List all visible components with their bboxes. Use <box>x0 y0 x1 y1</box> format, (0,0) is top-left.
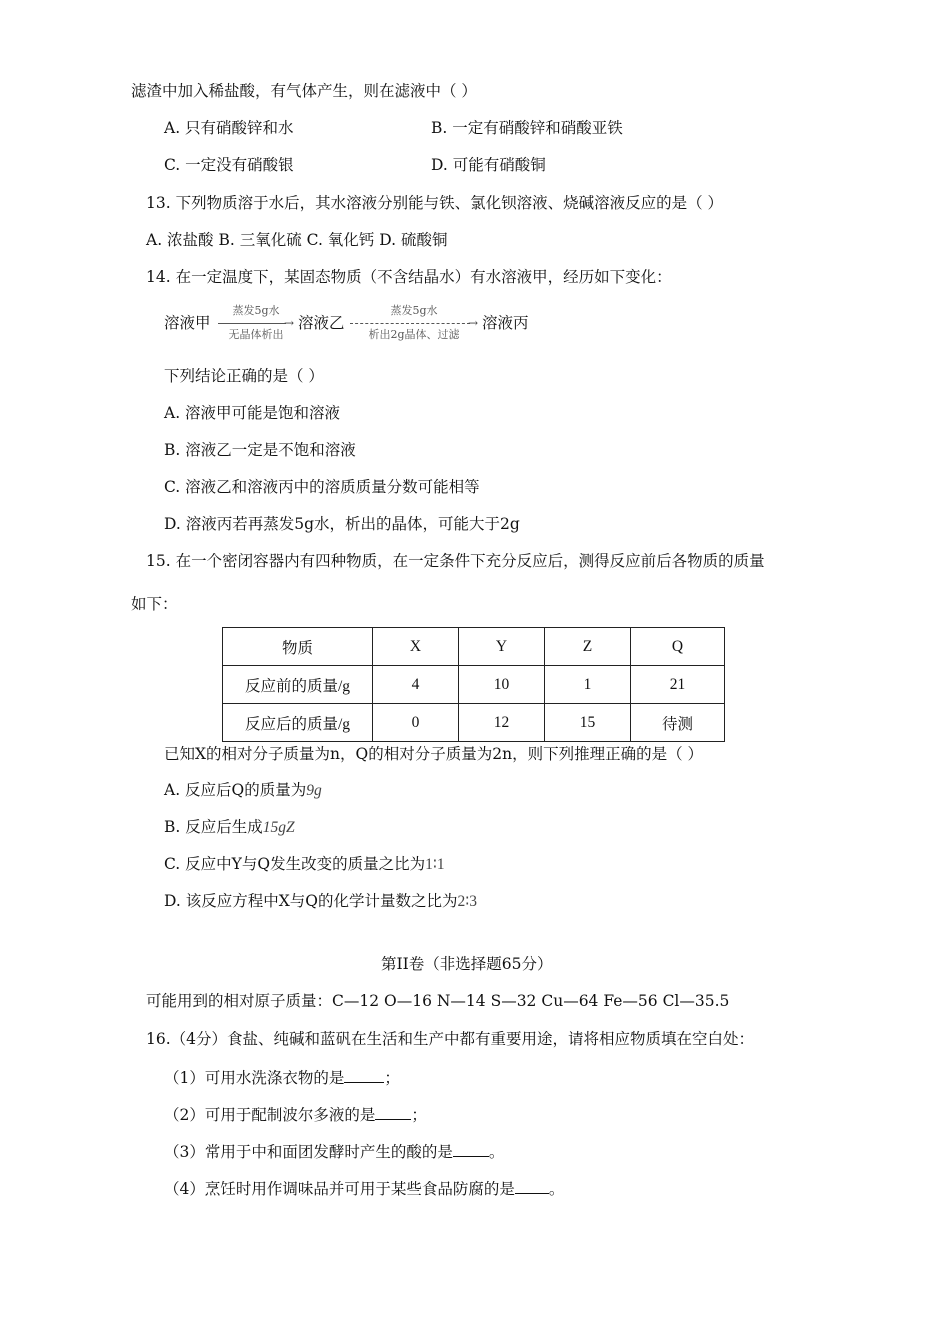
table-cell: 15 <box>545 704 631 742</box>
table-header-row <box>223 628 725 666</box>
table-header-cell: 物质 <box>223 628 373 666</box>
table-cell: 4 <box>373 666 459 704</box>
q16-item-text: （1）可用水洗涤衣物的是 <box>164 1069 345 1087</box>
q13-options: A. 浓盐酸 B. 三氧化硫 C. 氧化钙 D. 硫酸铜 <box>146 231 448 249</box>
table-cell: 21 <box>631 666 725 704</box>
table-header-cell: Q <box>631 628 725 666</box>
q14-option-b: B. 溶液乙一定是不饱和溶液 <box>164 441 356 459</box>
q15-option-a-text: A. 反应后Q的质量为 <box>164 781 307 799</box>
q16-item-text: （4）烹饪时用作调味品并可用于某些食品防腐的是 <box>164 1180 515 1198</box>
q12-option-b: B. 一定有硝酸锌和硝酸亚铁 <box>431 119 623 137</box>
q15-option-b-eq: 15gZ <box>262 819 295 836</box>
q16-item-text: （3）常用于中和面团发酵时产生的酸的是 <box>164 1143 453 1161</box>
table-header-cell: X <box>373 628 459 666</box>
table-cell: 12 <box>459 704 545 742</box>
q16-item-end: 。 <box>488 1143 505 1161</box>
q16-item-end: ； <box>411 1106 427 1124</box>
q12-option-c: C. 一定没有硝酸银 <box>164 156 294 174</box>
arrow-head-icon: → <box>467 316 478 330</box>
q15-option-a <box>164 780 322 801</box>
q16-item-end: 。 <box>548 1180 565 1198</box>
table-cell: 10 <box>459 666 545 704</box>
answer-blank[interactable] <box>515 1177 549 1194</box>
flow-solution-c: 溶液丙 <box>482 314 529 332</box>
flow-arrow-2-top-label: 蒸发5g水 <box>390 304 438 317</box>
q15-option-a-eq: 9g <box>306 782 322 799</box>
flow-arrow-1-top-label: 蒸发5g水 <box>232 304 280 317</box>
flow-arrow-2-bottom-label: 析出2g晶体、过滤 <box>368 328 460 341</box>
flow-arrow-1-line <box>218 323 286 324</box>
atomic-masses: 可能用到的相对原子质量：C—12 O—16 N—14 S—32 Cu—64 Fe—56 Cl—35.5 <box>146 992 730 1010</box>
flow-solution-b: 溶液乙 <box>298 314 345 332</box>
q16-item-4 <box>164 1177 564 1199</box>
flow-arrow-2 <box>350 305 478 345</box>
answer-blank[interactable] <box>453 1140 489 1157</box>
table-cell: 反应后的质量/g <box>223 704 373 742</box>
q16-item-3 <box>164 1140 504 1162</box>
q15-option-c-text: C. 反应中Y与Q发生改变的质量之比为 <box>164 855 426 873</box>
q12-stem-tail: 滤渣中加入稀盐酸，有气体产生，则在滤液中（ ） <box>131 82 477 100</box>
q14-option-d: D. 溶液丙若再蒸发5g水，析出的晶体，可能大于2g <box>164 515 520 533</box>
section2-title: 第II卷（非选择题65分） <box>381 955 553 973</box>
flow-arrow-1 <box>218 305 294 345</box>
table-header-cell: Z <box>545 628 631 666</box>
q15-stem-cont: 如下： <box>131 595 178 613</box>
table-row <box>223 704 725 742</box>
q14-option-a: A. 溶液甲可能是饱和溶液 <box>164 404 341 422</box>
q12-option-a: A. 只有硝酸锌和水 <box>164 119 294 137</box>
q13-stem: 13. 下列物质溶于水后，其水溶液分别能与铁、氯化钡溶液、烧碱溶液反应的是（ ） <box>146 194 724 212</box>
q15-given: 已知X的相对分子质量为n，Q的相对分子质量为2n，则下列推理正确的是（ ） <box>164 745 703 763</box>
q15-option-d-eq: 2∶3 <box>457 893 478 910</box>
q16-item-1 <box>164 1066 400 1088</box>
q14-prompt: 下列结论正确的是（ ） <box>164 367 324 385</box>
q15-option-b-text: B. 反应后生成 <box>164 818 263 836</box>
mass-table <box>222 627 725 742</box>
q15-option-c <box>164 854 445 875</box>
q16-item-2 <box>164 1103 427 1125</box>
table-row <box>223 666 725 704</box>
answer-blank[interactable] <box>344 1066 384 1083</box>
table-cell: 1 <box>545 666 631 704</box>
table-header-cell: Y <box>459 628 545 666</box>
q12-option-d: D. 可能有硝酸铜 <box>431 156 546 174</box>
flow-solution-a: 溶液甲 <box>164 314 211 332</box>
q14-stem: 14. 在一定温度下，某固态物质（不含结晶水）有水溶液甲，经历如下变化： <box>146 268 672 286</box>
q16-stem: 16.（4分）食盐、纯碱和蓝矾在生活和生产中都有重要用途，请将相应物质填在空白处： <box>146 1030 755 1048</box>
table-cell: 待测 <box>631 704 725 742</box>
q15-option-d <box>164 891 477 912</box>
flow-arrow-2-line <box>350 323 470 324</box>
table-cell: 0 <box>373 704 459 742</box>
answer-blank[interactable] <box>375 1103 411 1120</box>
q15-option-c-eq: 1∶1 <box>425 856 445 873</box>
q15-option-d-text: D. 该反应方程中X与Q的化学计量数之比为 <box>164 892 458 910</box>
q16-item-text: （2）可用于配制波尔多液的是 <box>164 1106 376 1124</box>
q15-stem: 15. 在一个密闭容器内有四种物质，在一定条件下充分反应后，测得反应前后各物质的质量 <box>146 552 765 570</box>
q15-option-b <box>164 817 295 838</box>
flow-arrow-1-bottom-label: 无晶体析出 <box>228 328 284 341</box>
arrow-head-icon: → <box>283 316 294 330</box>
q16-item-end: ； <box>384 1069 400 1087</box>
q14-option-c: C. 溶液乙和溶液丙中的溶质质量分数可能相等 <box>164 478 480 496</box>
table-cell: 反应前的质量/g <box>223 666 373 704</box>
